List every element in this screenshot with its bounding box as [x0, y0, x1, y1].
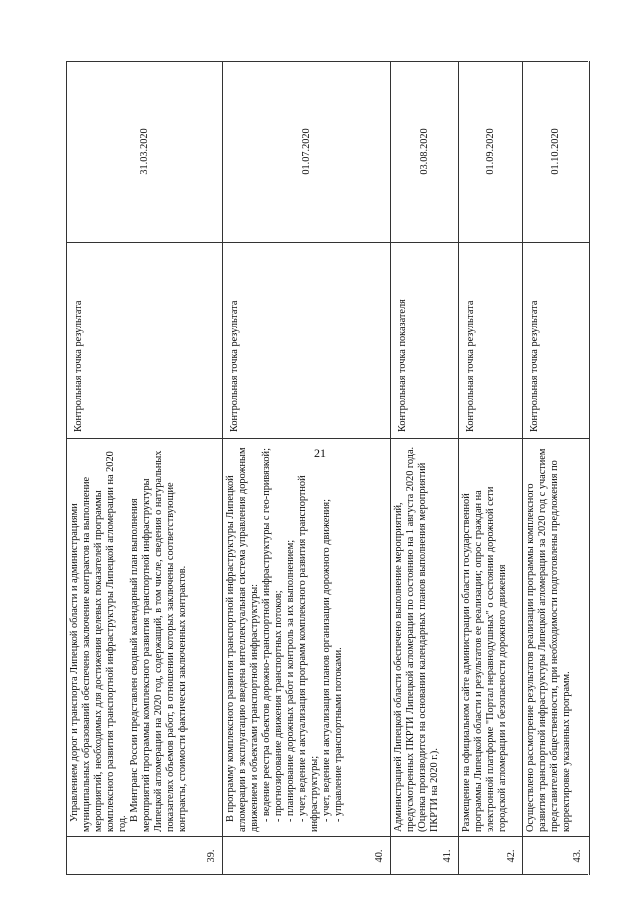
description-paragraph: Осуществлено рассмотрение результатов реализации программы комплексного развития транспортной инфраструктуры Липецкой агломерации за 2020 год с участием представителей общественности, при необходимости подготовлены предложения по корректировке указанных программ.	[525, 448, 572, 832]
description-paragraph: В программу комплексного развития транспортной инфраструктуры Липецкой агломерации в эксплуатацию введена интеллектуальная система управления дорожным движением и объектами транспортной инфраструктуры:	[225, 447, 260, 832]
row-number: 39.	[206, 849, 217, 863]
table-row	[222, 61, 391, 875]
description-list-item: - прогнозирование движения транспортных потоков;	[273, 590, 284, 822]
table-row	[458, 61, 523, 875]
description-paragraph: Размещение на официальном сайте администрации области государственной программы Липецкой области и результатов ее реализации; опрос граждан на электронной платформе "Портал неравнодушных" о состоянии дорожной сети городской агломерации и безопасности дорожного движения	[461, 486, 508, 832]
description-list-item: - ведение реестра объектов дорожно-транспортной инфраструктуры с гео-привязкой;	[261, 448, 272, 822]
row-type: Контрольная точка результата	[523, 243, 589, 439]
description-paragraph: Администрацией Липецкой области обеспечено выполнение мероприятий, предусмотренных ПКРТИ Липецкой агломерации по состоянию на 1 августа 2020 года. (Оценка производится на основании календарных планов выполнения мероприятий ПКРТИ на 2020 г.).	[393, 446, 440, 832]
page-number: 21	[314, 446, 326, 460]
row-description	[223, 439, 391, 837]
control-points-table	[66, 61, 588, 875]
row-type: Контрольная точка показателя	[391, 243, 459, 439]
row-date: 01.10.2020	[523, 61, 589, 243]
description-list-item: - учет, ведение и актуализация программ комплексного развития транспортной инфраструктуры;	[297, 475, 320, 832]
row-description	[523, 439, 589, 837]
row-number: 42.	[506, 849, 517, 863]
description-list-item: - планирование дорожных работ и контроль за их выполнением;	[285, 539, 296, 822]
table-row	[390, 61, 459, 875]
description-paragraph: В Минтранс России представлен сводный календарный план выполнения мероприятий программы комплексного развития транспортной инфраструктуры Липецкой агломерации на 2020 год, содержащий, в том числе, сведения о натуральных показателях объемов работ, в отношении которых заключены соответствующие контракты, стоимости фактически заключенных контрактов.	[129, 450, 188, 832]
row-description	[67, 439, 223, 837]
row-date: 01.07.2020	[223, 61, 391, 243]
row-description	[391, 439, 459, 837]
row-number: 40.	[374, 849, 385, 863]
description-list-item: - управление транспортными потоками.	[333, 647, 344, 822]
row-number: 43.	[572, 849, 583, 863]
row-date: 01.09.2020	[459, 61, 523, 243]
row-type: Контрольная точка результата	[67, 243, 223, 439]
table-row	[66, 61, 223, 875]
table-row	[522, 61, 590, 875]
row-date: 03.08.2020	[391, 61, 459, 243]
description-list-item: - учет, ведение и актуализация планов организации дорожного движения;	[321, 499, 332, 822]
row-type: Контрольная точка результата	[459, 243, 523, 439]
row-date: 31.03.2020	[67, 61, 223, 243]
row-type: Контрольная точка результата	[223, 243, 391, 439]
row-description	[459, 439, 523, 837]
row-number: 41.	[442, 849, 453, 863]
description-paragraph: Управлением дорог и транспорта Липецкой области и администрациями муниципальных образований обеспечено заключение контрактов на выполнение мероприятий, необходимых для достижения целевых показателей программы комплексного развития транспортной инфраструктуры Липецкой агломерации на 2020 год.	[69, 451, 128, 832]
